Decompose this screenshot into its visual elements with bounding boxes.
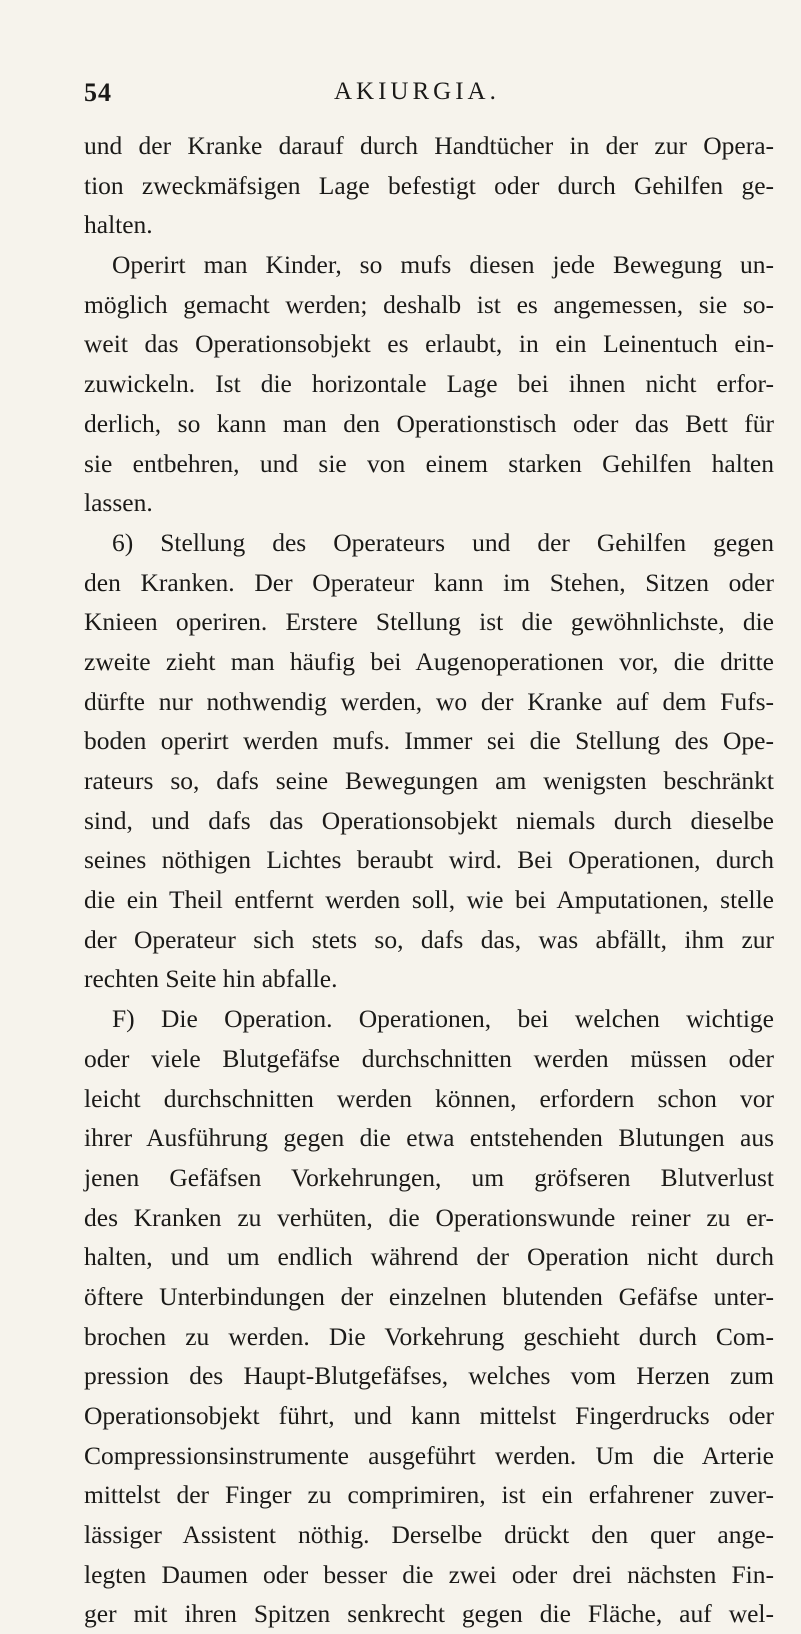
text-line: oder viele Blutgefäfse durchschnitten werden müssen oder bbox=[84, 1043, 774, 1073]
text-line: Knieen operiren. Erstere Stellung ist die gewöhnlichste, die bbox=[84, 607, 774, 637]
section-heading-line: 6) Stellung des Operateurs und der Gehilfen gegen bbox=[112, 527, 774, 557]
text-line: sie entbehren, und sie von einem starken Gehilfen halten bbox=[84, 448, 774, 478]
text-line: und der Kranke darauf durch Handtücher in der zur Opera- bbox=[84, 131, 774, 160]
text-line: der Operateur sich stets so, dafs das, was abfällt, ihm zur bbox=[84, 924, 774, 954]
text-line: Operirt man Kinder, so mufs diesen jede Bewegung un- bbox=[112, 250, 774, 280]
text-line: zuwickeln. Ist die horizontale Lage bei ihnen nicht erfor- bbox=[84, 369, 774, 399]
text-line: boden operirt werden mufs. Immer sei die Stellung des Ope- bbox=[84, 726, 774, 756]
text-line: weit das Operationsobjekt es erlaubt, in ein Leinentuch ein- bbox=[84, 329, 774, 359]
text-line: mittelst der Finger zu comprimiren, ist ein erfahrener zuver- bbox=[84, 1480, 774, 1510]
text-line: seines nöthigen Lichtes beraubt wird. Bei Operationen, durch bbox=[84, 845, 774, 875]
text-line: den Kranken. Der Operateur kann im Stehen, Sitzen oder bbox=[84, 567, 774, 597]
text-line: brochen zu werden. Die Vorkehrung geschieht durch Com- bbox=[84, 1321, 774, 1351]
text-line: pression des Haupt-Blutgefäfses, welches vom Herzen zum bbox=[84, 1361, 774, 1391]
text-line: die ein Theil entfernt werden soll, wie bei Amputationen, stelle bbox=[84, 885, 774, 915]
page-header bbox=[84, 78, 774, 118]
text-line: leicht durchschnitten werden können, erfordern schon vor bbox=[84, 1083, 774, 1113]
text-line: halten. bbox=[84, 210, 153, 240]
text-line: sind, und dafs das Operationsobjekt niemals durch dieselbe bbox=[84, 805, 774, 835]
text-line: jenen Gefäfsen Vorkehrungen, um gröfseren Blutverlust bbox=[84, 1162, 774, 1192]
text-line: lassen. bbox=[84, 488, 153, 518]
text-line: dürfte nur nothwendig werden, wo der Kranke auf dem Fufs- bbox=[84, 686, 774, 716]
text-line: rechten Seite hin abfalle. bbox=[84, 964, 338, 994]
text-line: ihrer Ausführung gegen die etwa entstehenden Blutungen aus bbox=[84, 1123, 774, 1153]
text-line: ger mit ihren Spitzen senkrecht gegen die Fläche, auf wel- bbox=[84, 1599, 774, 1629]
page-number: 54 bbox=[84, 78, 112, 107]
text-line: legten Daumen oder besser die zwei oder drei nächsten Fin- bbox=[84, 1559, 774, 1589]
text-line: öftere Unterbindungen der einzelnen blutenden Gefäfse unter- bbox=[84, 1281, 774, 1311]
text-line: halten, und um endlich während der Operation nicht durch bbox=[84, 1242, 774, 1272]
text-line: möglich gemacht werden; deshalb ist es angemessen, sie so- bbox=[84, 289, 774, 319]
text-line: tion zweckmäfsigen Lage befestigt oder durch Gehilfen ge- bbox=[84, 170, 774, 200]
text-line: rateurs so, dafs seine Bewegungen am wenigsten beschränkt bbox=[84, 766, 774, 795]
text-line: Operationsobjekt führt, und kann mittelst Fingerdrucks oder bbox=[84, 1401, 774, 1430]
text-line: lässiger Assistent nöthig. Derselbe drückt den quer ange- bbox=[84, 1520, 774, 1550]
running-title: AKIURGIA. bbox=[334, 78, 500, 105]
text-line: Compressionsinstrumente ausgeführt werden. Um die Arterie bbox=[84, 1440, 774, 1470]
section-heading-line: F) Die Operation. Operationen, bei welchen wichtige bbox=[112, 1004, 774, 1034]
text-line: zweite zieht man häufig bei Augenoperationen vor, die dritte bbox=[84, 646, 774, 676]
text-line: derlich, so kann man den Operationstisch oder das Bett für bbox=[84, 408, 774, 438]
body-text bbox=[84, 126, 774, 1634]
text-line: des Kranken zu verhüten, die Operationswunde reiner zu er- bbox=[84, 1202, 774, 1232]
